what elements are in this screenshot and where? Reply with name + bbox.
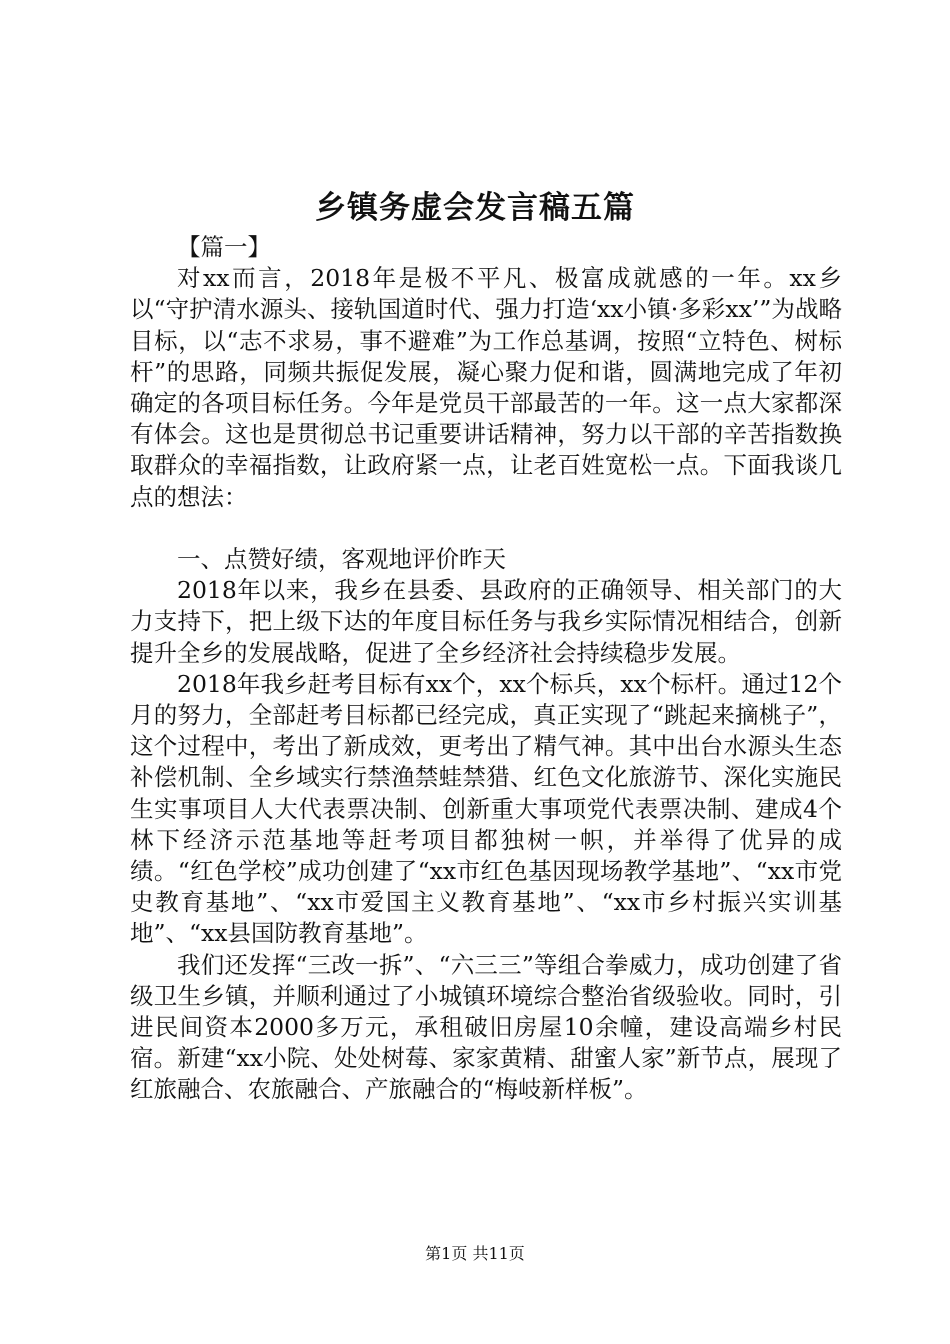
- document-body: [130, 232, 842, 1106]
- paragraph-overview: 2018年以来，我乡在县委、县政府的正确领导、相关部门的大力支持下，把上级下达的年度目标任务与我乡实际情况相结合，创新提升全乡的发展战略，促进了全乡经济社会持续稳步发展。: [130, 576, 842, 667]
- page-number: 第1页 共11页: [425, 1244, 525, 1263]
- paragraph-intro: 对xx而言，2018年是极不平凡、极富成就感的一年。xx乡以“守护清水源头、接轨国道时代、强力打造‘xx小镇·多彩xx’”为战略目标，以“志不求易，事不避难”为工作总基调，按照“立特色、树标杆”的思路，同频共振促发展，凝心聚力促和谐，圆满地完成了年初确定的各项目标任务。今年是党员干部最苦的一年。这一点大家都深有体会。这也是贯彻总书记重要讲话精神，努力以干部的辛苦指数换取群众的幸福指数，让政府紧一点，让老百姓宽松一点。下面我谈几点的想法：: [130, 264, 842, 511]
- paragraph-goals: 2018年我乡赶考目标有xx个，xx个标兵，xx个标杆。通过12个月的努力，全部赶考目标都已经完成，真正实现了“跳起来摘桃子”，这个过程中，考出了新成效，更考出了精气神。其中出台水源头生态补偿机制、全乡域实行禁渔禁蛙禁猎、红色文化旅游节、深化实施民生实事项目人大代表票决制、创新重大事项党代表票决制、建成4个林下经济示范基地等赶考项目都独树一帜，并举得了优异的成绩。“红色学校”成功创建了“xx市红色基因现场教学基地”、“xx市党史教育基地”、“xx市爱国主义教育基地”、“xx市乡村振兴实训基地”、“xx县国防教育基地”。: [130, 669, 842, 948]
- document-title: 乡镇务虚会发言稿五篇: [315, 190, 635, 226]
- section-heading: 一、点赞好绩，客观地评价昨天: [177, 545, 506, 574]
- paragraph-achievements: 我们还发挥“三改一拆”、“六三三”等组合拳威力，成功创建了省级卫生乡镇，并顺利通过了小城镇环境综合整治省级验收。同时，引进民间资本2000多万元，承租破旧房屋10余幢，建设高端乡村民宿。新建“xx小院、处处树莓、家家黄精、甜蜜人家”新节点，展现了红旅融合、农旅融合、产旅融合的“梅岐新样板”。: [130, 950, 842, 1104]
- paragraph-spacer: [130, 513, 842, 544]
- section-label: 【篇一】: [177, 233, 271, 261]
